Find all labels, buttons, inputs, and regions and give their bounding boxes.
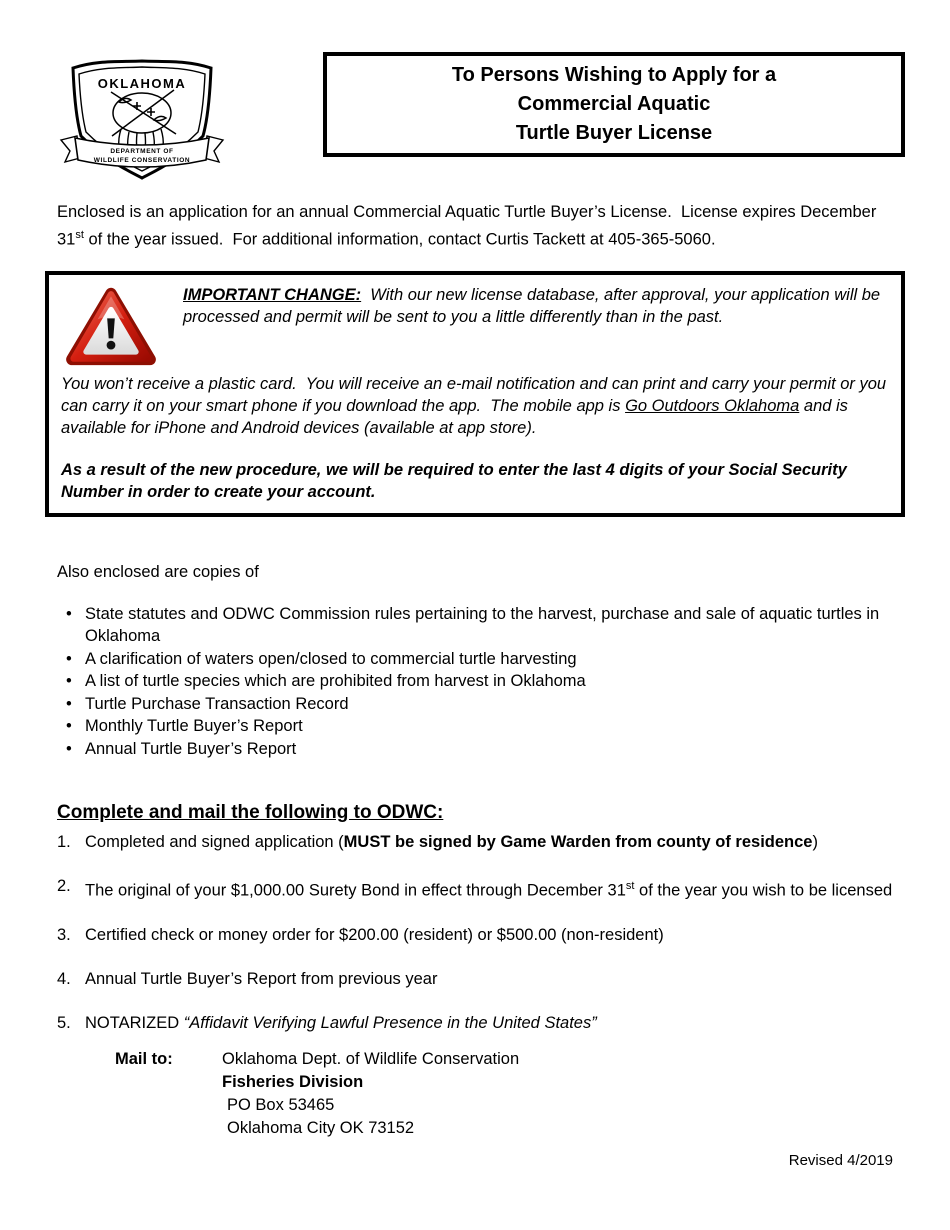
item2-superscript: st [625, 880, 635, 892]
intro-text-1: Enclosed is an application for an annual Commercial Aquatic Turtle Buyer’s License. License expires December 31 [57, 203, 881, 249]
item2-text-1: The original of your $1,000.00 Surety Bond in effect through December 31 [85, 881, 626, 900]
item-text: Annual Turtle Buyer’s Report from previous year [85, 969, 438, 988]
item-text [85, 875, 895, 903]
checklist-item-4 [57, 968, 895, 991]
title-line-3: Turtle Buyer License [515, 122, 713, 144]
title-box [323, 52, 905, 157]
list-item [57, 603, 895, 648]
address-line: Oklahoma Dept. of Wildlife Conservation [222, 1049, 520, 1068]
enclosures-list [57, 603, 895, 761]
header [0, 0, 950, 184]
bullet-icon: • [66, 672, 72, 690]
odwc-logo [57, 52, 227, 184]
title-line-2: Commercial Aquatic [517, 93, 711, 115]
intro-paragraph [57, 201, 895, 252]
item5-text-1: NOTARIZED [85, 1013, 184, 1032]
mail-section-heading: Complete and mail the following to ODWC: [57, 802, 444, 823]
mail-to-label: Mail to: [115, 1049, 173, 1068]
logo-state-text: OKLAHOMA [97, 76, 187, 91]
go-outdoors-app-name: Go Outdoors Oklahoma [625, 396, 800, 415]
plastic-card-text-2: and is available for iPhone and Android devices (available at app store). [61, 396, 853, 437]
revision-note: Revised 4/2019 [788, 1152, 893, 1169]
intro-superscript: st [75, 229, 84, 241]
item-text [85, 1012, 895, 1035]
address-line: PO Box 53465 [227, 1095, 335, 1114]
list-item-text: A list of turtle species which are prohibited from harvest in Oklahoma [85, 672, 586, 690]
item-number: 5. [57, 1013, 71, 1032]
warning-icon [61, 284, 161, 368]
title-line-1: To Persons Wishing to Apply for a [451, 64, 777, 86]
mail-checklist [57, 831, 895, 1035]
address-line: Fisheries Division [222, 1072, 364, 1091]
item-text [85, 831, 895, 854]
list-item [57, 715, 895, 738]
logo-ribbon [61, 136, 223, 167]
mail-to-block [115, 1048, 895, 1140]
important-change-text: With our new license database, after approval, your application will be processed and permit will be sent to you a little differently than in the past. [183, 285, 885, 326]
item2-text-2: of the year you wish to be licensed [634, 881, 893, 900]
bullet-icon: • [66, 739, 72, 758]
list-item-text: A clarification of waters open/closed to commercial turtle harvesting [85, 649, 577, 668]
logo-banner-line2: WILDLIFE CONSERVATION [93, 157, 191, 164]
item-number: 2. [57, 877, 71, 895]
item-text: Certified check or money order for $200.00 (resident) or $500.00 (non-resident) [85, 925, 664, 944]
checklist-item-2 [57, 875, 895, 903]
item-number: 3. [57, 925, 71, 944]
list-item-text: State statutes and ODWC Commission rules pertaining to the harvest, purchase and sale of aquatic turtles in Oklahoma [85, 604, 880, 645]
item1-text-2: ) [812, 833, 818, 851]
checklist-item-1 [57, 831, 895, 854]
bullet-icon: • [66, 604, 72, 623]
item5-affidavit-title: “Affidavit Verifying Lawful Presence in the United States” [183, 1013, 597, 1032]
important-change-paragraph [183, 284, 887, 368]
important-change-heading: IMPORTANT CHANGE: [183, 285, 362, 304]
plastic-card-paragraph [61, 373, 891, 439]
address-line: Oklahoma City OK 73152 [227, 1118, 415, 1137]
plastic-card-text-1: You won’t receive a plastic card. You will receive an e-mail notification and can print and carry your permit or you can carry it on your smart phone if you download the app. The mobile app is [61, 374, 891, 415]
checklist-item-5 [57, 1012, 895, 1035]
list-item-text: Monthly Turtle Buyer’s Report [85, 717, 303, 735]
item-number: 1. [57, 833, 71, 851]
list-item-text: Annual Turtle Buyer’s Report [85, 739, 297, 758]
item-number: 4. [57, 969, 71, 988]
logo-banner-line1: DEPARTMENT OF [110, 148, 174, 155]
intro-text-2: of the year issued. For additional information, contact Curtis Tackett at 405-365-5060. [83, 230, 716, 249]
list-item [57, 670, 895, 693]
enclosures-intro: Also enclosed are copies of [57, 562, 259, 581]
list-item [57, 648, 895, 671]
checklist-item-3 [57, 924, 895, 947]
item1-text-1: Completed and signed application ( [85, 833, 344, 851]
list-item-text: Turtle Purchase Transaction Record [85, 694, 349, 713]
list-item [57, 738, 895, 761]
list-item [57, 693, 895, 716]
bullet-icon: • [66, 717, 72, 735]
ssn-requirement-paragraph: As a result of the new procedure, we will be required to enter the last 4 digits of your Social Security Number in order to create your account. [61, 460, 852, 501]
important-notice-box [45, 271, 905, 517]
item1-bold-text: MUST be signed by Game Warden from county of residence [343, 833, 813, 851]
bullet-icon: • [66, 649, 72, 668]
mail-to-address [222, 1048, 519, 1140]
important-notice-top-row [61, 283, 887, 368]
bullet-icon: • [66, 694, 72, 713]
